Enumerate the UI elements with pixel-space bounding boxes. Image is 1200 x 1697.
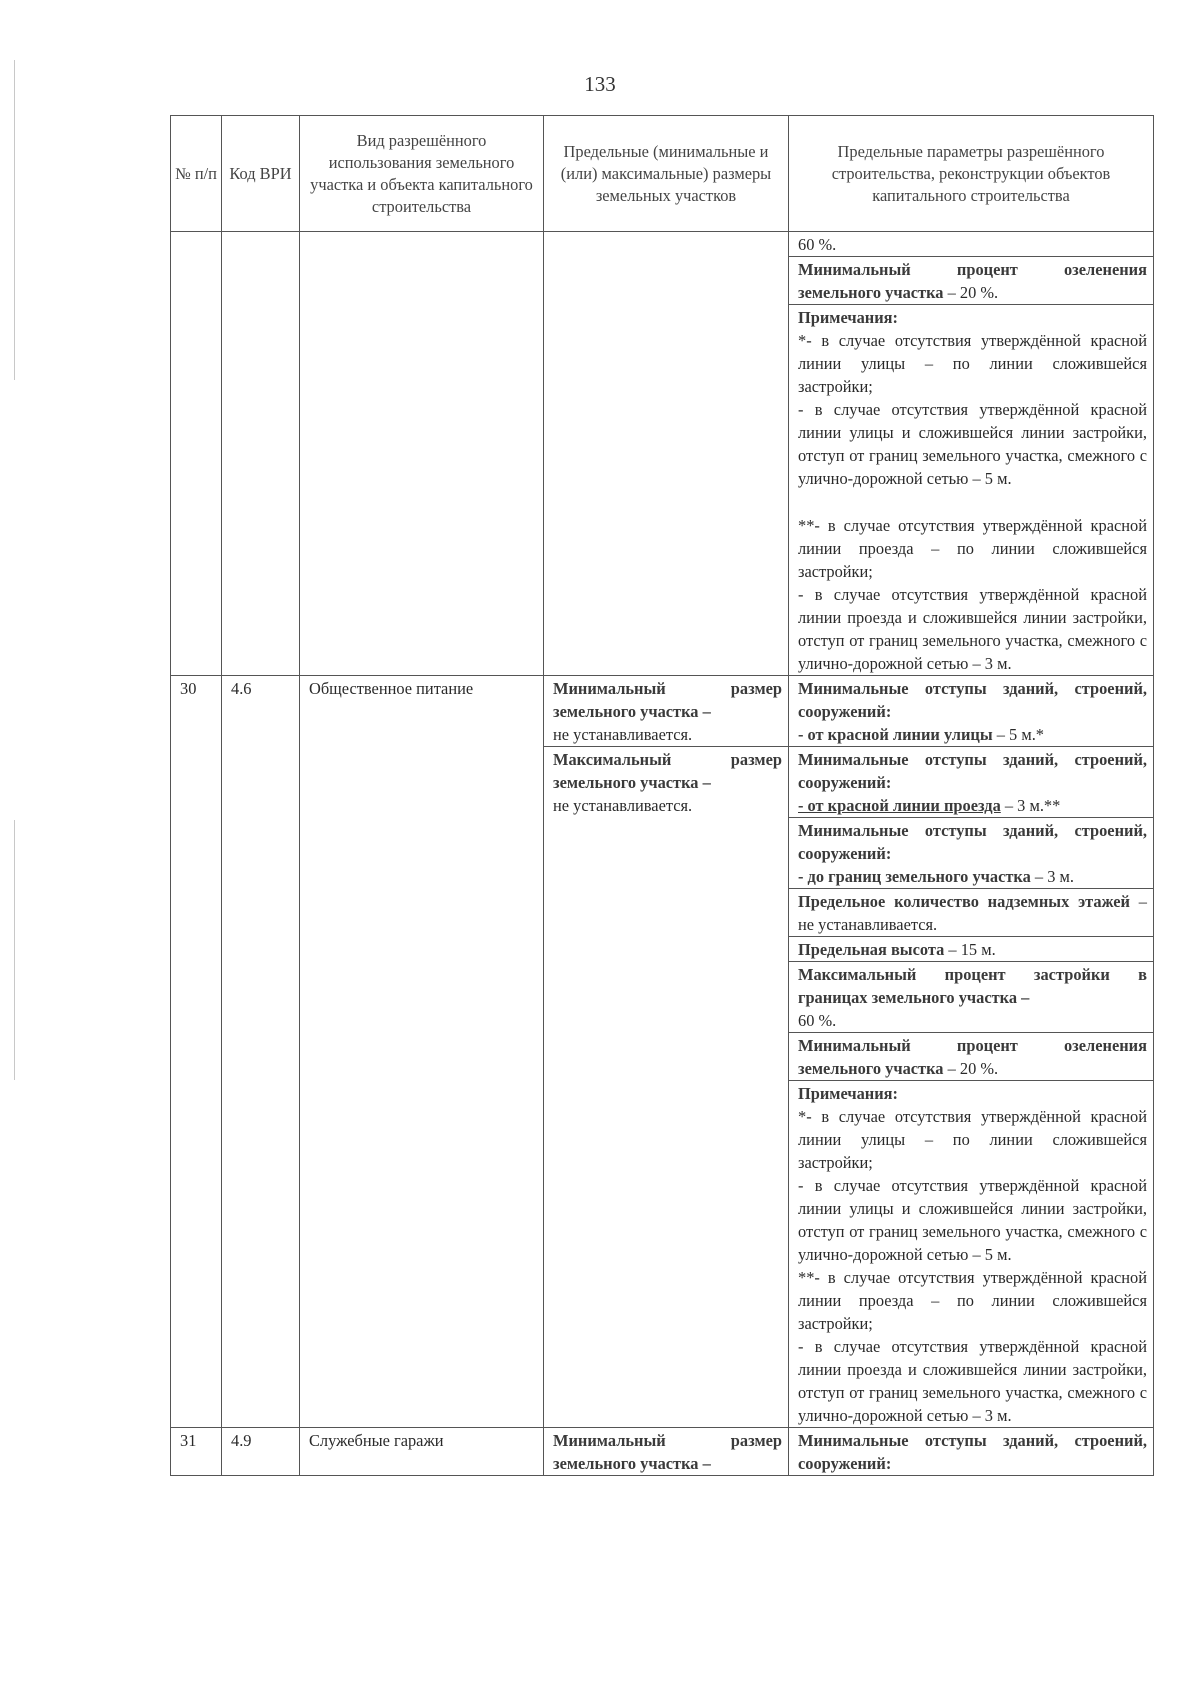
param-cell: Минимальный процент озеленения земельного участка – 20 %.	[789, 1033, 1154, 1081]
scan-edge-mark	[14, 60, 15, 380]
note-text: - в случае отсутствия утверждённой красной линии улицы и сложившейся линии застройки, отступ от границ земельного участка, смежного с улично-дорожной сетью – 5 м.	[798, 1176, 1147, 1264]
note-text: **- в случае отсутствия утверждённой красной линии проезда – по линии сложившейся застройки;	[798, 516, 1147, 581]
header-use-type: Вид разрешённого использования земельного участка и объекта капитального строительства	[300, 116, 544, 232]
row-use-type: Общественное питание	[300, 676, 544, 1428]
cell-empty	[171, 232, 222, 676]
notes-cell	[789, 1081, 1154, 1428]
param-cell: Минимальный процент озеленения земельного участка – 20 %.	[789, 257, 1154, 305]
row-code: 4.6	[222, 676, 300, 1428]
cell-empty	[300, 232, 544, 676]
param-cell: Минимальные отступы зданий, строений, сооружений: - до границ земельного участка – 3 м.	[789, 818, 1154, 889]
param-cell: Предельное количество надземных этажей – не устанавливается.	[789, 889, 1154, 937]
plot-size-min: Минимальный размер земельного участка – не устанавливается.	[544, 676, 789, 747]
note-text: **- в случае отсутствия утверждённой красной линии проезда – по линии сложившейся застройки;	[798, 1268, 1147, 1333]
param-cell: 60 %.	[789, 232, 1154, 257]
note-text: - в случае отсутствия утверждённой красной линии улицы и сложившейся линии застройки, отступ от границ земельного участка, смежного с улично-дорожной сетью – 5 м.	[798, 400, 1147, 488]
param-cell: Предельная высота – 15 м.	[789, 937, 1154, 962]
notes-title: Примечания:	[798, 1084, 898, 1103]
row-number: 30	[171, 676, 222, 1428]
header-number: № п/п	[171, 116, 222, 232]
row-code: 4.9	[222, 1428, 300, 1476]
param-cell: Минимальные отступы зданий, строений, сооружений:	[789, 1428, 1154, 1476]
cell-empty	[222, 232, 300, 676]
table-row	[171, 676, 1154, 747]
header-plot-size: Предельные (минимальные и (или) максимальные) размеры земельных участков	[544, 116, 789, 232]
notes-cell	[789, 305, 1154, 676]
note-text: *- в случае отсутствия утверждённой красной линии улицы – по линии сложившейся застройки;	[798, 1107, 1147, 1172]
table-header-row	[171, 116, 1154, 232]
scan-edge-mark	[14, 820, 15, 1080]
row-number: 31	[171, 1428, 222, 1476]
land-use-table	[170, 115, 1154, 1476]
param-cell: Минимальные отступы зданий, строений, сооружений: - от красной линии улицы – 5 м.*	[789, 676, 1154, 747]
table-row	[171, 1428, 1154, 1476]
param-cell: Максимальный процент застройки в границах земельного участка – 60 %.	[789, 962, 1154, 1033]
header-build-params: Предельные параметры разрешённого строительства, реконструкции объектов капитального строительства	[789, 116, 1154, 232]
table-row-continued	[171, 232, 1154, 257]
page-number: 133	[584, 72, 616, 96]
note-text: *- в случае отсутствия утверждённой красной линии улицы – по линии сложившейся застройки;	[798, 331, 1147, 396]
notes-title: Примечания:	[798, 308, 898, 327]
header-code: Код ВРИ	[222, 116, 300, 232]
plot-size-max: Максимальный размер земельного участка – не устанавливается.	[544, 747, 789, 1428]
param-cell: Минимальные отступы зданий, строений, сооружений: - от красной линии проезда – 3 м.**	[789, 747, 1154, 818]
plot-size-min: Минимальный размер земельного участка –	[544, 1428, 789, 1476]
row-use-type: Служебные гаражи	[300, 1428, 544, 1476]
cell-empty	[544, 232, 789, 676]
note-text: - в случае отсутствия утверждённой красной линии проезда и сложившейся линии застройки, отступ от границ земельного участка, смежного с улично-дорожной сетью – 3 м.	[798, 585, 1147, 673]
note-text: - в случае отсутствия утверждённой красной линии проезда и сложившейся линии застройки, отступ от границ земельного участка, смежного с улично-дорожной сетью – 3 м.	[798, 1337, 1147, 1425]
